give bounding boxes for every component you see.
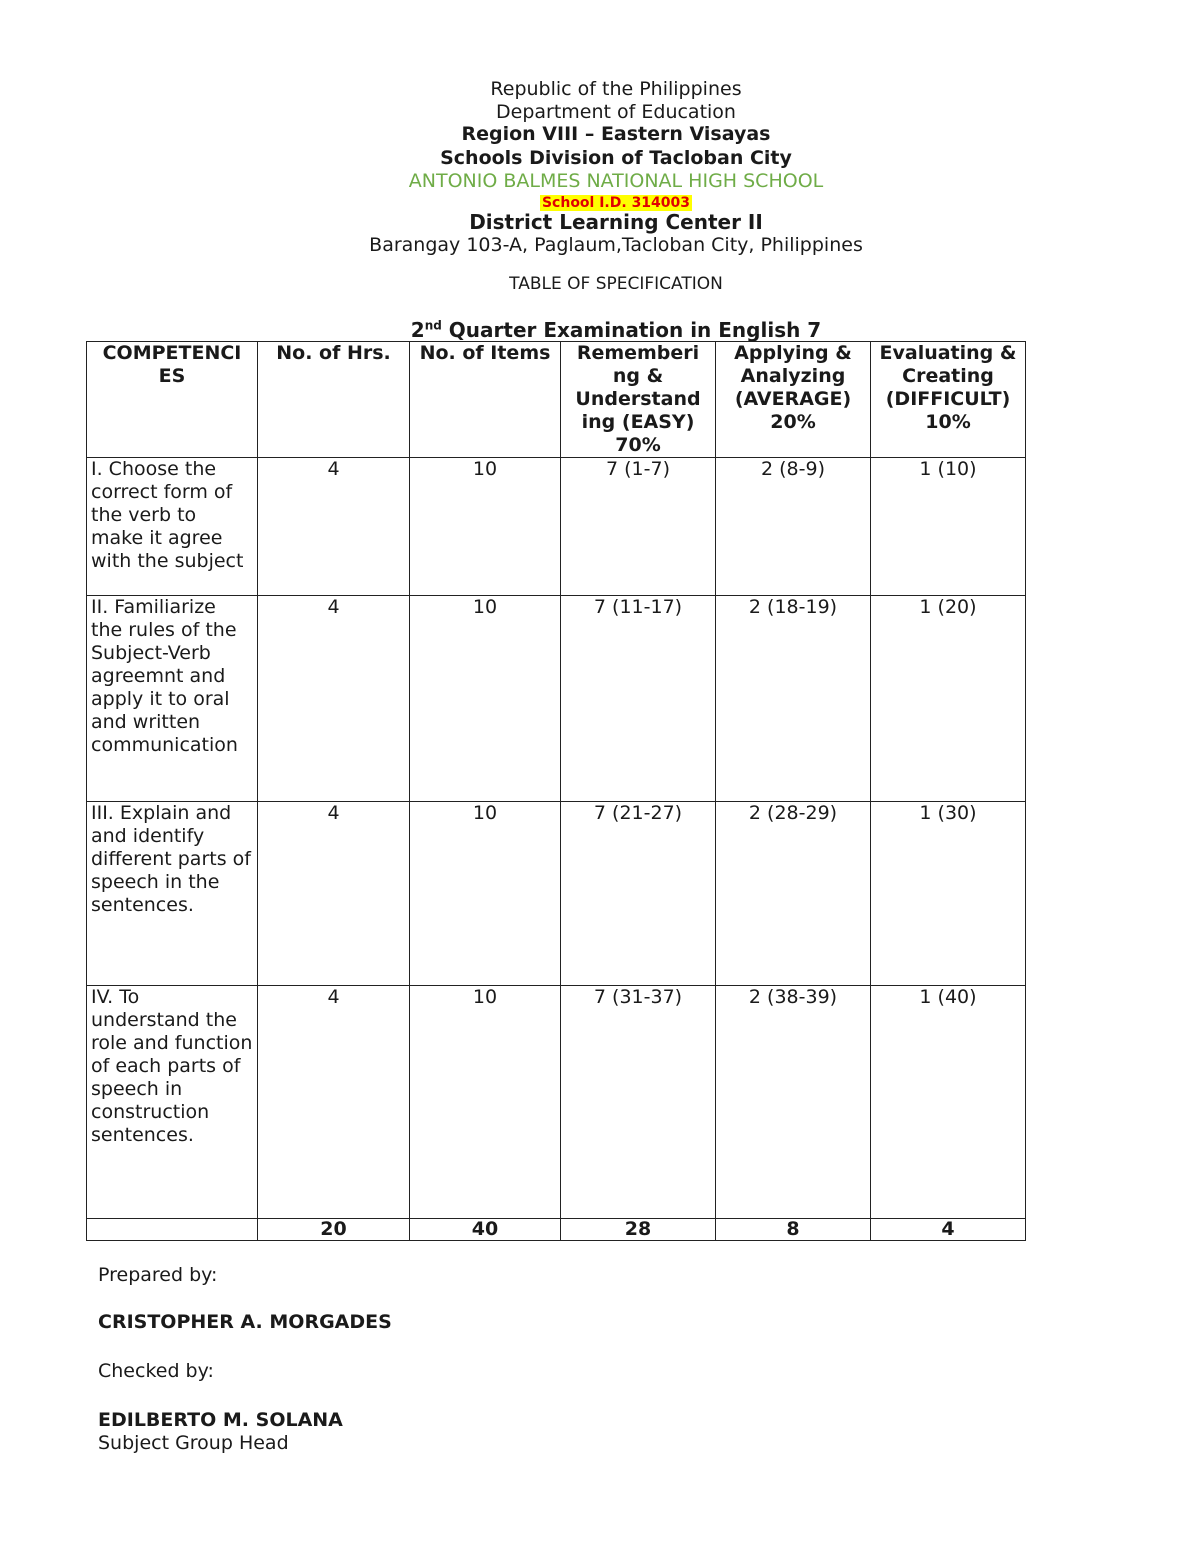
prepared-by-label: Prepared by: bbox=[98, 1264, 218, 1286]
hours-cell: 4 bbox=[258, 986, 410, 1219]
average-cell: 2 (38-39) bbox=[716, 986, 871, 1219]
items-cell: 10 bbox=[410, 596, 561, 802]
totals-row bbox=[87, 1219, 1026, 1241]
document-title: TABLE OF SPECIFICATION bbox=[509, 274, 723, 294]
competency-cell: IV. To understand the role and function of each parts of speech in construction sentences. bbox=[87, 986, 258, 1219]
difficult-cell: 1 (10) bbox=[871, 458, 1026, 596]
exam-title-text: Quarter Examination in English 7 bbox=[441, 318, 822, 342]
specification-table bbox=[86, 341, 1026, 1241]
table-row bbox=[87, 802, 1026, 986]
table-row bbox=[87, 458, 1026, 596]
total-items: 40 bbox=[410, 1219, 561, 1241]
easy-cell: 7 (1-7) bbox=[561, 458, 716, 596]
items-cell: 10 bbox=[410, 802, 561, 986]
average-cell: 2 (8-9) bbox=[716, 458, 871, 596]
table-row bbox=[87, 596, 1026, 802]
header-easy: Rememberi ng & Understand ing (EASY) 70% bbox=[561, 342, 716, 458]
exam-title bbox=[0, 318, 1200, 342]
total-easy: 28 bbox=[561, 1219, 716, 1241]
school-id-line bbox=[0, 192, 1200, 211]
table-header-row bbox=[87, 342, 1026, 458]
header-items: No. of Items bbox=[410, 342, 561, 458]
checked-by-title: Subject Group Head bbox=[98, 1432, 289, 1454]
district-line: District Learning Center II bbox=[469, 210, 763, 234]
department-line: Department of Education bbox=[496, 101, 736, 123]
competency-cell: II. Familiarize the rules of the Subject-Verb agreemnt and apply it to oral and written communication bbox=[87, 596, 258, 802]
easy-cell: 7 (21-27) bbox=[561, 802, 716, 986]
hours-cell: 4 bbox=[258, 458, 410, 596]
header-hours: No. of Hrs. bbox=[258, 342, 410, 458]
checked-by-label: Checked by: bbox=[98, 1360, 214, 1382]
difficult-cell: 1 (20) bbox=[871, 596, 1026, 802]
easy-cell: 7 (31-37) bbox=[561, 986, 716, 1219]
region-line: Region VIII – Eastern Visayas bbox=[461, 123, 771, 145]
easy-cell: 7 (11-17) bbox=[561, 596, 716, 802]
exam-title-ordinal: nd bbox=[424, 318, 442, 333]
division-line: Schools Division of Tacloban City bbox=[440, 147, 792, 169]
checked-by-name: EDILBERTO M. SOLANA bbox=[98, 1409, 343, 1431]
address-line: Barangay 103-A, Paglaum,Tacloban City, Philippines bbox=[369, 234, 863, 256]
items-cell: 10 bbox=[410, 458, 561, 596]
hours-cell: 4 bbox=[258, 802, 410, 986]
school-name: ANTONIO BALMES NATIONAL HIGH SCHOOL bbox=[408, 170, 824, 192]
prepared-by-name: CRISTOPHER A. MORGADES bbox=[98, 1311, 392, 1333]
totals-label-cell bbox=[87, 1219, 258, 1241]
total-difficult: 4 bbox=[871, 1219, 1026, 1241]
table-row bbox=[87, 986, 1026, 1219]
republic-line: Republic of the Philippines bbox=[490, 78, 742, 100]
average-cell: 2 (28-29) bbox=[716, 802, 871, 986]
total-hours: 20 bbox=[258, 1219, 410, 1241]
competency-cell: III. Explain and and identify different parts of speech in the sentences. bbox=[87, 802, 258, 986]
header-average: Applying & Analyzing (AVERAGE) 20% bbox=[716, 342, 871, 458]
school-id-badge: School I.D. 314003 bbox=[541, 195, 691, 211]
average-cell: 2 (18-19) bbox=[716, 596, 871, 802]
total-average: 8 bbox=[716, 1219, 871, 1241]
header-competencies: COMPETENCI ES bbox=[87, 342, 258, 458]
difficult-cell: 1 (30) bbox=[871, 802, 1026, 986]
exam-title-number: 2 bbox=[410, 318, 425, 342]
items-cell: 10 bbox=[410, 986, 561, 1219]
hours-cell: 4 bbox=[258, 596, 410, 802]
difficult-cell: 1 (40) bbox=[871, 986, 1026, 1219]
competency-cell: I. Choose the correct form of the verb to make it agree with the subject bbox=[87, 458, 258, 596]
header-difficult: Evaluating & Creating (DIFFICULT) 10% bbox=[871, 342, 1026, 458]
